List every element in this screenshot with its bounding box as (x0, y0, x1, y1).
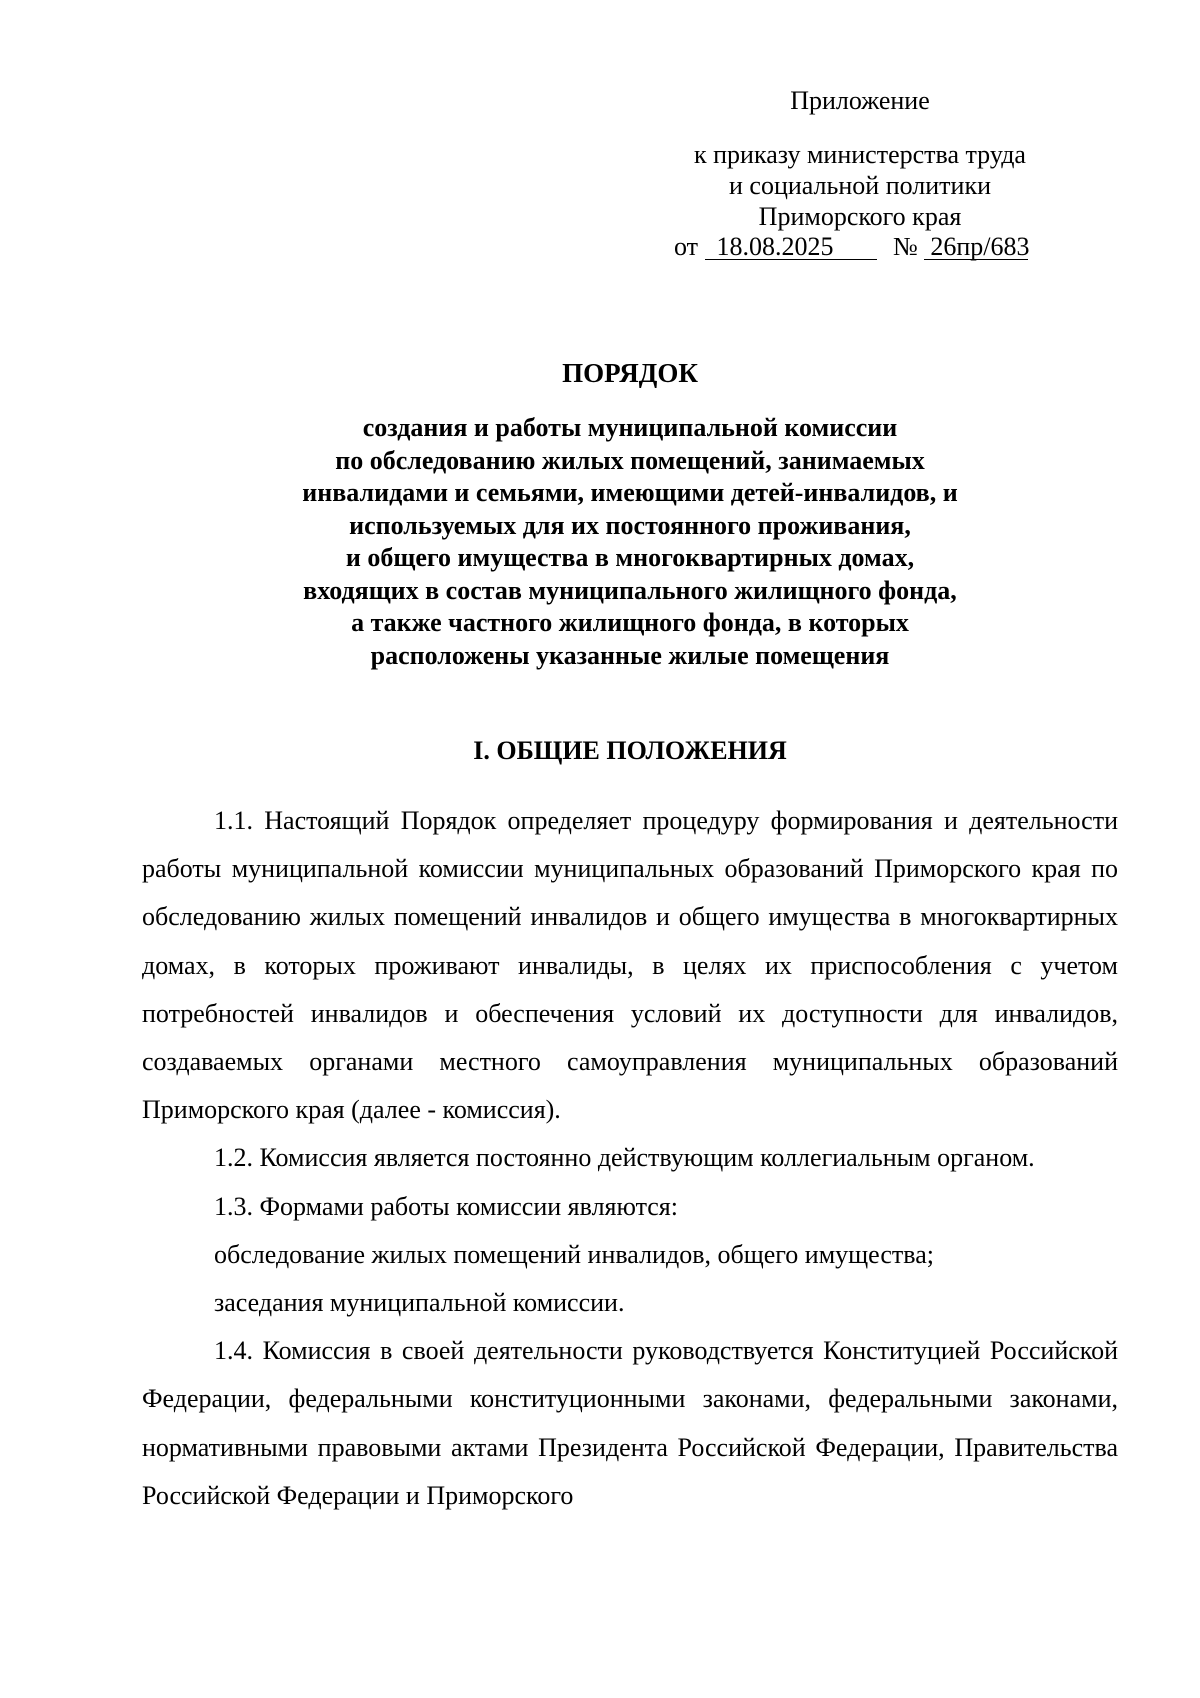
appendix-line: Приморского края (758, 202, 962, 231)
subtitle-line: по обследованию жилых помещений, занимаемых (335, 445, 925, 475)
subtitle-line: создания и работы муниципальной комиссии (362, 413, 898, 442)
appendix-line: к приказу министерства труда (694, 140, 1026, 169)
subtitle-line: расположены указанные жилые помещения (370, 640, 890, 670)
document-subtitle (100, 412, 1160, 672)
subtitle-line: и общего имущества в многоквартирных домах, (345, 543, 915, 572)
order-date: 18.08.2025 (705, 235, 877, 260)
subtitle-line: а также частного жилищного фонда, в которых (351, 608, 909, 637)
appendix-title: Приложение (790, 86, 930, 115)
paragraph-list-item: обследование жилых помещений инвалидов, общего имущества; (214, 1239, 934, 1269)
subtitle-line: инвалидами и семьями, имеющими детей-инвалидов, и (302, 478, 958, 507)
paragraph-1-2: 1.2. Комиссия является постоянно действующим коллегиальным органом. (214, 1143, 1035, 1173)
date-prefix: от (674, 232, 699, 261)
appendix-order-reference (640, 139, 1080, 232)
number-prefix: № (893, 232, 918, 261)
document-title: ПОРЯДОК (562, 358, 698, 388)
appendix-line: и социальной политики (729, 171, 991, 200)
paragraph-1-4: 1.4. Комиссия в своей деятельности руководствуется Конституцией Российской Федерации, федеральными конституционными законами, федеральными законами, нормативными правовыми актами Президента Российской Федерации, Правительства Российской Федерации и Приморского (142, 1336, 1118, 1510)
section-body (142, 797, 1118, 1520)
order-number: 26пр/683 (924, 235, 1028, 260)
paragraph-1-3: 1.3. Формами работы комиссии являются: (214, 1191, 678, 1221)
section-heading: I. ОБЩИЕ ПОЛОЖЕНИЯ (473, 736, 787, 765)
subtitle-line: входящих в состав муниципального жилищного фонда, (303, 575, 957, 605)
paragraph-list-item: заседания муниципальной комиссии. (214, 1288, 625, 1318)
subtitle-line: используемых для их постоянного проживания, (349, 510, 911, 540)
order-date-number-line (674, 232, 1028, 262)
paragraph-1-1: 1.1. Настоящий Порядок определяет процедуру формирования и деятельности работы муниципальной комиссии муниципальных образований Приморского края по обследованию жилых помещений инвалидов и общего имущества в многоквартирных домах, в которых проживают инвалиды, в целях их приспособления с учетом потребностей инвалидов и обеспечения условий их доступности для инвалидов, создаваемых органами местного самоуправления муниципальных образований Приморского края (далее - комиссия). (142, 806, 1118, 1125)
